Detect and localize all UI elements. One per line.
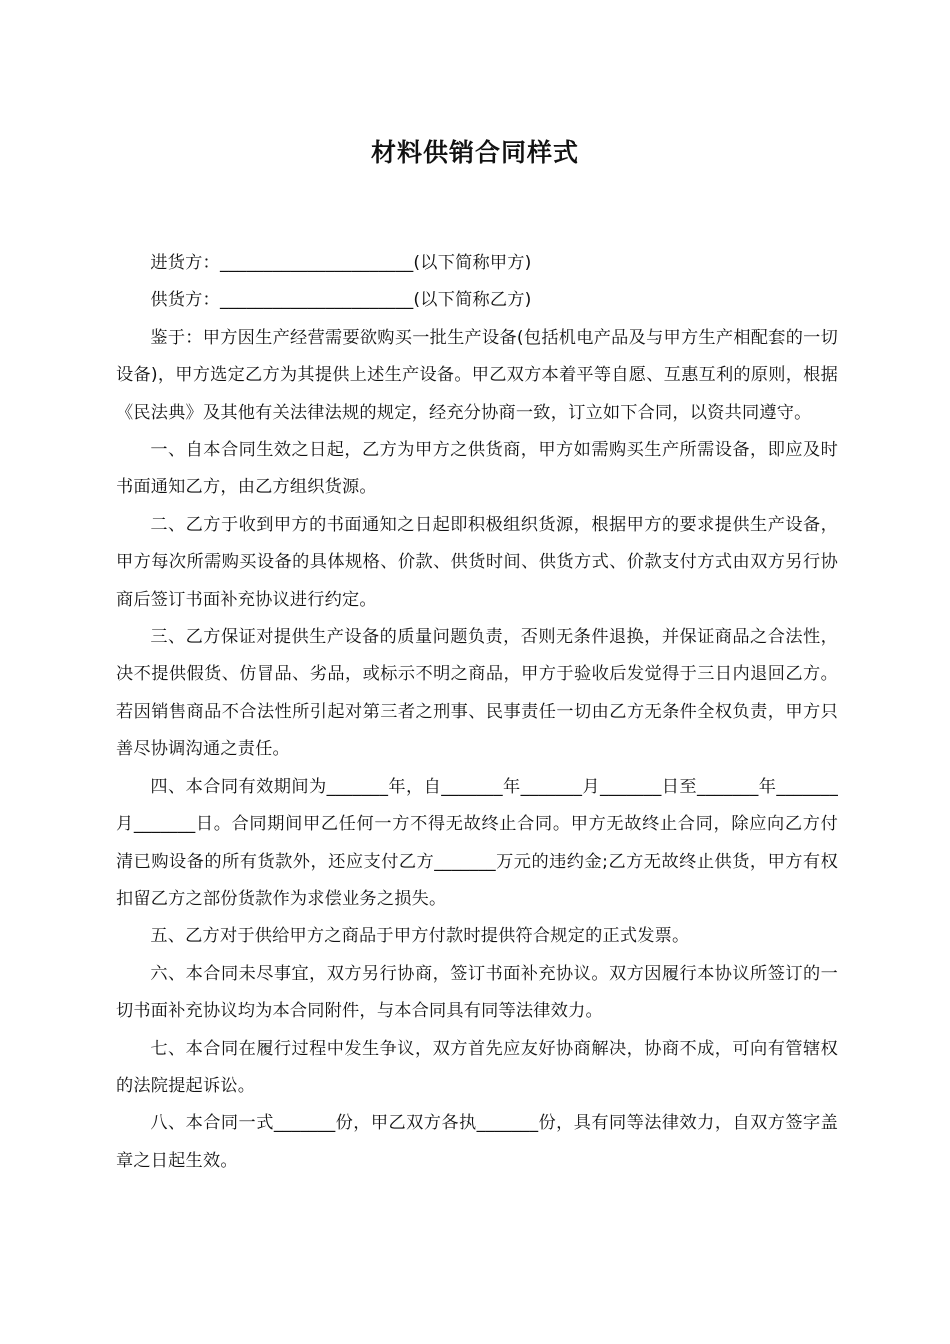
clause-5: 五、乙方对于供给甲方之商品于甲方付款时提供符合规定的正式发票。 [150, 926, 690, 947]
clause-7: 七、本合同在履行过程中发生争议，双方首先应友好协商解决，协商不成，可向有管辖权的法院提起诉讼。 [116, 1038, 838, 1096]
preamble-paragraph: 鉴于：甲方因生产经营需要欲购买一批生产设备(包括机电产品及与甲方生产相配套的一切设备)，甲方选定乙方为其提供上述生产设备。甲乙双方本着平等自愿、互惠互利的原则，根据《民法典》及其他有关法律法规的规定，经充分协商一致，订立如下合同，以资共同遵守。 [116, 327, 838, 423]
clause-2: 二、乙方于收到甲方的书面通知之日起即积极组织货源，根据甲方的要求提供生产设备，甲方每次所需购买设备的具体规格、价款、供货时间、供货方式、价款支付方式由双方另行协商后签订书面补充协议进行约定。 [116, 514, 838, 610]
document-title: 材料供销合同样式 [370, 138, 579, 167]
clause-8: 八、本合同一式_______份，甲乙双方各执_______份，具有同等法律效力，自双方签字盖章之日起生效。 [116, 1113, 838, 1171]
document-body [116, 245, 838, 1180]
clause-1: 一、自本合同生效之日起，乙方为甲方之供货商，甲方如需购买生产所需设备，即应及时书面通知乙方，由乙方组织货源。 [116, 440, 838, 498]
buyer-line: 进货方：______________________(以下简称甲方) [150, 253, 532, 273]
clause-4: 四、本合同有效期间为_______年，自_______年_______月_______日至_______年_______月_______日。合同期间甲乙任何一方不得无故终止合同。甲方无故终止合同，除应向乙方付清已购设备的所有货款外，还应支付乙方_______万元的违约金;乙方无故终止供货，甲方有权扣留乙方之部份货款作为求偿业务之损失。 [116, 776, 838, 909]
supplier-line: 供货方：______________________(以下简称乙方) [150, 290, 532, 311]
clause-3: 三、乙方保证对提供生产设备的质量问题负责，否则无条件退换，并保证商品之合法性，决不提供假货、仿冒品、劣品，或标示不明之商品，甲方于验收后发觉得于三日内退回乙方。若因销售商品不合法性所引起对第三者之刑事、民事责任一切由乙方无条件全权负责，甲方只善尽协调沟通之责任。 [116, 627, 838, 760]
clause-6: 六、本合同未尽事宜，双方另行协商，签订书面补充协议。双方因履行本协议所签订的一切书面补充协议均为本合同附件，与本合同具有同等法律效力。 [116, 963, 838, 1022]
